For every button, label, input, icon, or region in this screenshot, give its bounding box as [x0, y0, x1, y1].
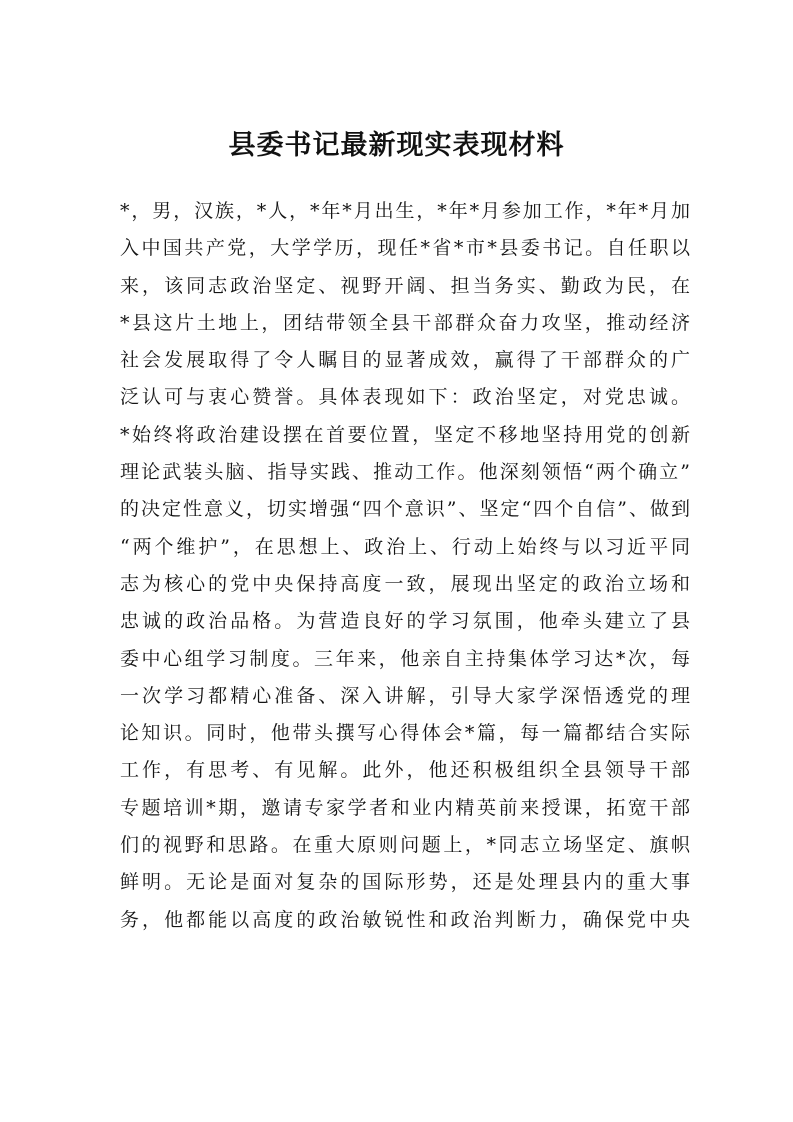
body-line: 专题培训*期，邀请专家学者和业内精英前来授课，拓宽干部: [120, 796, 690, 819]
body-line: 鲜明。无论是面对复杂的国际形势，还是处理县内的重大事: [120, 871, 690, 894]
body-line: 来，该同志政治坚定、视野开阔、担当务实、勤政为民，在: [120, 274, 690, 297]
body-line: 社会发展取得了令人瞩目的显著成效，赢得了干部群众的广: [120, 349, 690, 372]
body-line: 志为核心的党中央保持高度一致，展现出坚定的政治立场和: [120, 572, 690, 595]
body-line: 泛认可与衷心赞誉。具体表现如下：政治坚定，对党忠诚。: [120, 386, 690, 409]
body-line: 工作，有思考、有见解。此外，他还积极组织全县领导干部: [120, 759, 690, 782]
body-line: 的决定性意义，切实增强“四个意识”、坚定“四个自信”、做到: [120, 498, 690, 521]
body-line: “两个维护”，在思想上、政治上、行动上始终与以习近平同: [120, 535, 690, 558]
body-line: *县这片土地上，团结带领全县干部群众奋力攻坚，推动经济: [120, 311, 690, 334]
document-body: [120, 193, 690, 939]
body-line: 论知识。同时，他带头撰写心得体会*篇，每一篇都结合实际: [120, 722, 690, 745]
document-title: 县委书记最新现实表现材料: [228, 130, 565, 161]
body-line: *，男，汉族，*人，*年*月出生，*年*月参加工作，*年*月加: [120, 200, 690, 222]
body-line: 入中国共产党，大学学历，现任*省*市*县委书记。自任职以: [120, 237, 690, 260]
body-line: 务，他都能以高度的政治敏锐性和政治判断力，确保党中央: [120, 908, 690, 931]
body-line: 理论武装头脑、指导实践、推动工作。他深刻领悟“两个确立”: [120, 461, 690, 484]
body-line: 一次学习都精心准备、深入讲解，引导大家学深悟透党的理: [120, 684, 690, 707]
body-line: 们的视野和思路。在重大原则问题上，*同志立场坚定、旗帜: [120, 834, 690, 857]
body-line: 委中心组学习制度。三年来，他亲自主持集体学习达*次，每: [120, 647, 690, 670]
body-line: *始终将政治建设摆在首要位置，坚定不移地坚持用党的创新: [120, 423, 690, 446]
body-line: 忠诚的政治品格。为营造良好的学习氛围，他牵头建立了县: [120, 610, 690, 633]
